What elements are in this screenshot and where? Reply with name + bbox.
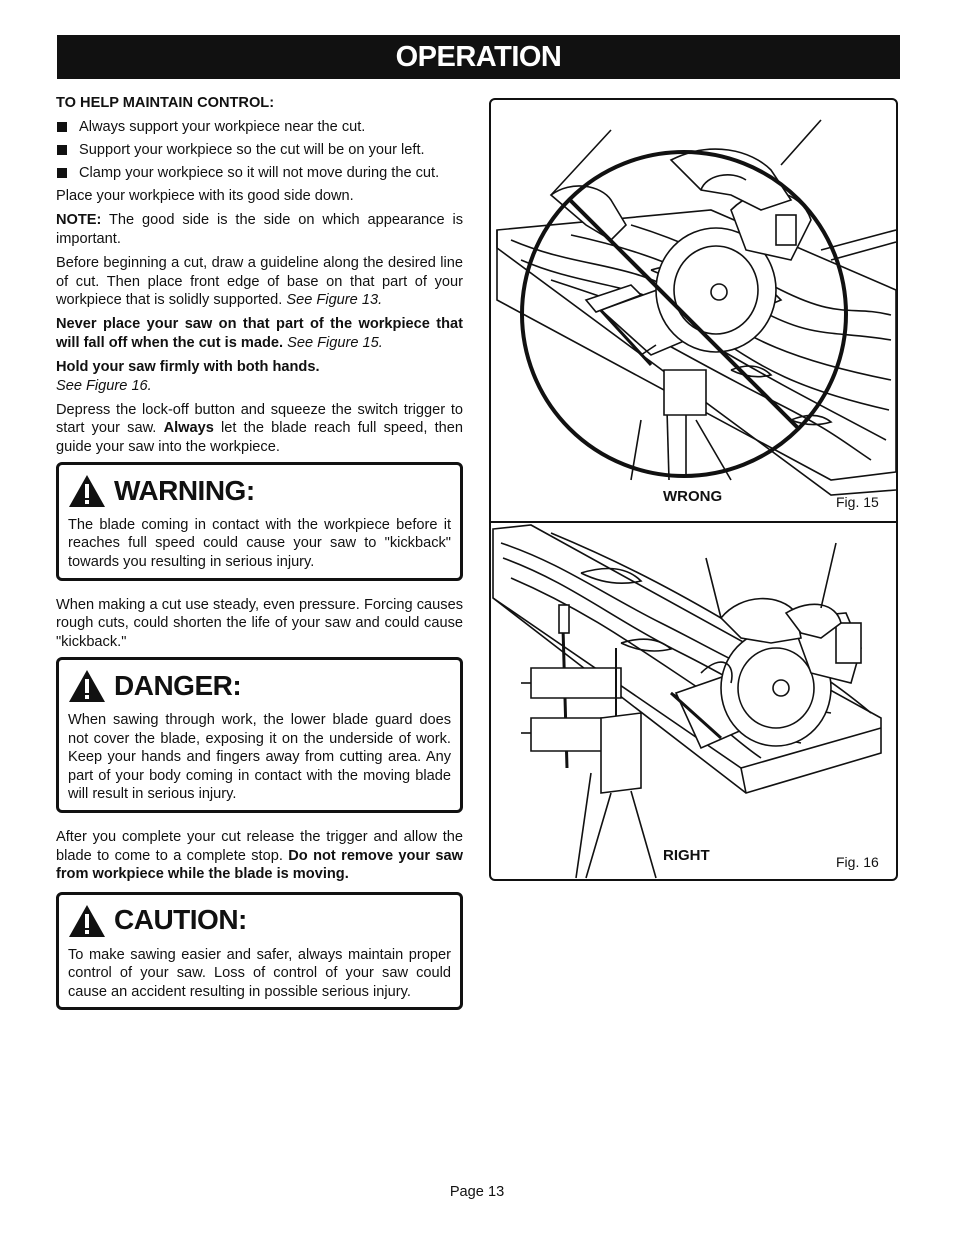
page-title: OPERATION <box>57 35 900 79</box>
paragraph-hold-saw <box>56 358 463 395</box>
figure-reference: See Figure 16. <box>56 377 152 394</box>
figure-reference: See Figure 15. <box>287 334 383 351</box>
warning-triangle-icon <box>68 669 106 703</box>
section-heading: TO HELP MAINTAIN CONTROL: <box>56 95 275 111</box>
depress-bold: Always <box>163 420 214 437</box>
warning-triangle-icon <box>68 474 106 508</box>
figure-reference: See Figure 13. <box>286 292 383 309</box>
square-bullet-icon <box>57 168 67 178</box>
paragraph-steady-pressure: When making a cut use steady, even pressure. Forcing causes rough cuts, could shorten the life of your saw and could cause "kickback." <box>56 596 463 650</box>
guideline-text: Before beginning a cut, draw a guideline along the desired line of cut. Then place front edge of base on that part of your workpiece that is solidly supported. <box>56 254 463 309</box>
bullet-item <box>56 141 463 160</box>
note-label: NOTE: <box>56 212 102 229</box>
danger-text: When sawing through work, the lower blade guard does not cover the blade, exposing it on the underside of work. Keep your hands and fingers away from cutting area. Any part of your body coming in contact with the moving blade will result in serious injury. <box>68 711 451 803</box>
caution-box <box>56 892 463 1011</box>
caution-title: CAUTION: <box>114 904 247 936</box>
after-cut-text: After you complete your cut release the trigger and allow the blade to come to a complete stop. <box>56 828 463 864</box>
note-text: The good side is the side on which appearance is important. <box>56 212 463 247</box>
square-bullet-icon <box>57 122 67 132</box>
warning-triangle-icon <box>68 904 106 938</box>
warning-box <box>56 462 463 581</box>
never-place-text: Never place your saw on that part of the workpiece that will fall off when the cut is made. <box>56 316 463 351</box>
bullet-text: Clamp your workpiece so it will not move during the cut. <box>79 164 440 181</box>
paragraph-note <box>56 211 463 248</box>
figure-16-label: RIGHT <box>663 847 710 864</box>
paragraph-depress <box>56 401 463 457</box>
figure-15-illustration <box>491 100 896 521</box>
paragraph-good-side: Place your workpiece with its good side down. <box>56 188 354 205</box>
paragraph-after-cut <box>56 828 463 884</box>
caution-text: To make sawing easier and safer, always maintain proper control of your saw. Loss of control of your saw could cause an accident resulting in possible serious injury. <box>68 946 451 1000</box>
paragraph-guideline <box>56 254 463 310</box>
figure-16-number: Fig. 16 <box>836 854 879 870</box>
hold-saw-text: Hold your saw firmly with both hands. <box>56 358 320 375</box>
warning-header <box>68 471 451 511</box>
caution-header <box>68 901 451 941</box>
warning-text: The blade coming in contact with the workpiece before it reaches full speed could cause your saw to "kickback" towards you resulting in serious injury. <box>68 516 451 571</box>
paragraph-never-place <box>56 315 463 352</box>
bullet-text: Always support your workpiece near the cut. <box>79 118 366 135</box>
warning-title: WARNING: <box>114 474 255 506</box>
figure-16-illustration <box>491 523 896 881</box>
bullet-item <box>56 118 463 137</box>
figure-panel <box>489 98 898 881</box>
danger-title: DANGER: <box>114 669 242 701</box>
bullet-text: Support your workpiece so the cut will be on your left. <box>79 141 425 158</box>
danger-box <box>56 657 463 813</box>
bullet-item <box>56 164 463 183</box>
left-column <box>56 94 463 1010</box>
figure-15-number: Fig. 15 <box>836 494 879 510</box>
after-cut-bold: Do not remove your saw from workpiece while the blade is moving. <box>56 847 463 883</box>
figure-15-label: WRONG <box>663 488 723 505</box>
page-number: Page 13 <box>449 1184 505 1200</box>
depress-text-2: let the blade reach full speed, then guide your saw into the workpiece. <box>56 420 463 455</box>
square-bullet-icon <box>57 145 67 155</box>
danger-header <box>68 666 451 706</box>
depress-text-1: Depress the lock-off button and squeeze the switch trigger to start your saw. <box>56 401 463 437</box>
